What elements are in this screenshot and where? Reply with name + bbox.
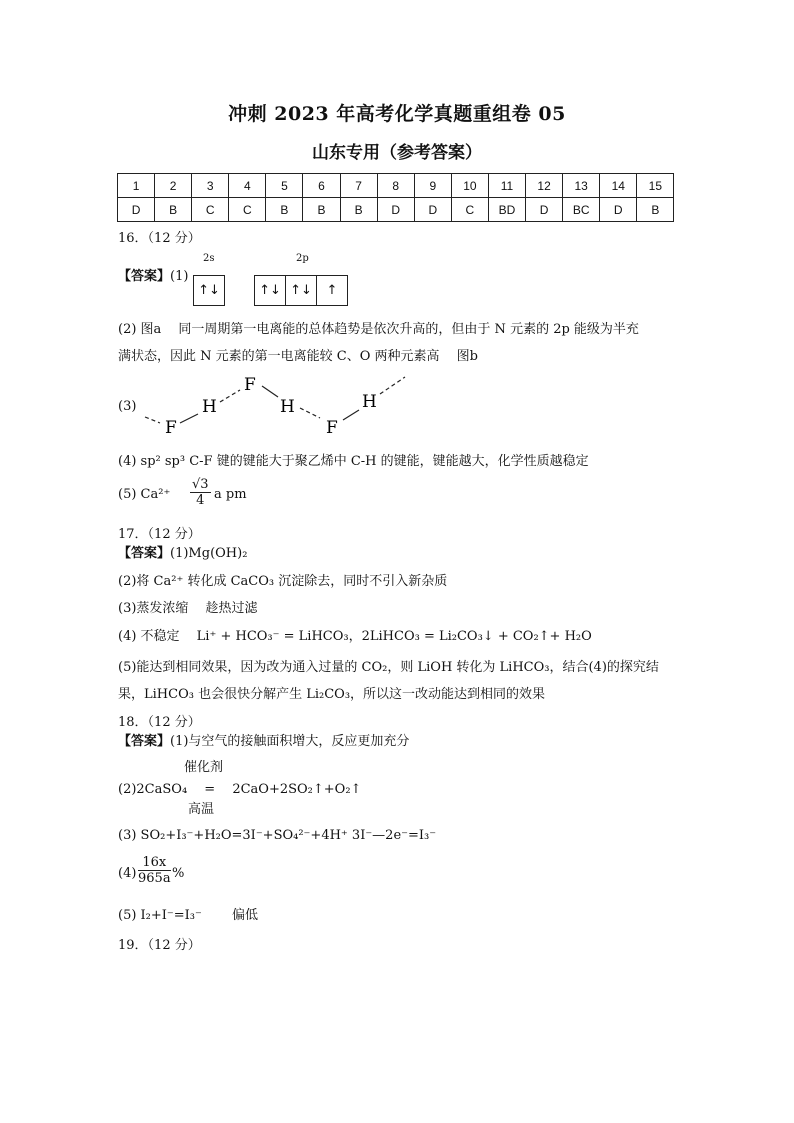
table-cell: 4 xyxy=(229,174,266,198)
q19-heading: 19．（12 分） xyxy=(118,938,201,953)
q18-part4-fraction xyxy=(138,855,171,886)
catalyst-condition: 催化剂 xyxy=(184,760,224,775)
table-cell: 1 xyxy=(118,174,155,198)
fraction-numerator: 16x xyxy=(138,855,171,871)
hydrogen-bond-line xyxy=(380,377,405,394)
table-cell: 9 xyxy=(414,174,451,198)
orbital-2p-label: 2p xyxy=(296,253,309,264)
covalent-bond-line xyxy=(262,386,278,397)
answer-row xyxy=(118,198,674,222)
table-cell: D xyxy=(600,198,637,222)
orbital-cell: ↑↓ xyxy=(198,283,220,298)
q17-heading: 17．（12 分） xyxy=(118,527,201,542)
table-cell: 15 xyxy=(637,174,674,198)
table-cell: C xyxy=(451,198,488,222)
fraction-numerator: √3 xyxy=(192,477,209,492)
hydrogen-bond-chain-diagram xyxy=(140,370,420,440)
q18-part1-line xyxy=(118,730,409,749)
q18-part5: (5) I₂+I⁻=I₃⁻ 偏低 xyxy=(118,908,259,923)
q18-part1: (1)与空气的接触面积增大，反应更加充分 xyxy=(170,734,410,749)
table-cell: B xyxy=(266,198,303,222)
atom-label: F xyxy=(244,375,256,395)
answer-label: 【答案】 xyxy=(118,269,171,284)
table-cell: 12 xyxy=(526,174,563,198)
atom-label: F xyxy=(165,418,177,438)
q17-part2: (2)将 Ca²⁺ 转化成 CaCO₃ 沉淀除去，同时不引入新杂质 xyxy=(118,574,448,589)
table-cell: 13 xyxy=(563,174,600,198)
q16-part4: (4) sp² sp³ C-F 键的键能大于聚乙烯中 C-H 的键能，键能越大，化学性质越稳定 xyxy=(118,454,589,469)
q17-part4: (4) 不稳定 Li⁺ + HCO₃⁻ = LiHCO₃，2LiHCO₃ = Li₂CO₃↓ + CO₂↑+ H₂O xyxy=(118,629,592,644)
table-cell: 2 xyxy=(155,174,192,198)
q17-part1: (1)Mg(OH)₂ xyxy=(170,546,248,561)
high-temperature-condition: 高温 xyxy=(188,802,215,817)
q18-heading: 18．（12 分） xyxy=(118,715,201,730)
table-cell: BC xyxy=(563,198,600,222)
table-cell: 14 xyxy=(600,174,637,198)
orbital-cell: ↑↓ xyxy=(286,276,317,305)
q17-part5-line2: 果，LiHCO₃ 也会很快分解产生 Li₂CO₃，所以这一改动能达到相同的效果 xyxy=(118,687,546,702)
table-cell: D xyxy=(377,198,414,222)
fraction-denominator: 4 xyxy=(196,493,205,508)
q18-part4-number: (4) xyxy=(118,866,137,881)
table-cell: C xyxy=(229,198,266,222)
atom-label: H xyxy=(280,397,295,417)
table-cell: B xyxy=(155,198,192,222)
table-cell: D xyxy=(414,198,451,222)
covalent-bond-line xyxy=(343,410,359,420)
answer-label: 【答案】 xyxy=(118,546,171,561)
orbital-2s-box xyxy=(193,275,225,306)
table-cell: BD xyxy=(488,198,525,222)
table-cell: 3 xyxy=(192,174,229,198)
q18-part3: (3) SO₂+I₃⁻+H₂O=3I⁻+SO₄²⁻+4H⁺ 3I⁻—2e⁻=I₃⁻ xyxy=(118,828,437,843)
question-number-row xyxy=(118,174,674,198)
q16-part2-line1: (2) 图a 同一周期第一电离能的总体趋势是依次升高的，但由于 N 元素的 2p 能级为半充 xyxy=(118,322,639,337)
orbital-2s-label: 2s xyxy=(203,253,215,264)
q16-part3-number: (3) xyxy=(118,399,137,414)
table-cell: B xyxy=(340,198,377,222)
table-cell: 8 xyxy=(377,174,414,198)
q17-part3: (3)蒸发浓缩 趁热过滤 xyxy=(118,601,258,616)
table-cell: 7 xyxy=(340,174,377,198)
table-cell: D xyxy=(118,198,155,222)
q16-part1-number: (1) xyxy=(170,269,189,284)
q18-part2: (2)2CaSO₄ = 2CaO+2SO₂↑+O₂↑ xyxy=(118,782,362,797)
q16-part5-number: (5) Ca²⁺ xyxy=(118,487,171,502)
q16-part2-line2: 满状态，因此 N 元素的第一电离能较 C、O 两种元素高 图b xyxy=(118,349,478,364)
orbital-cell: ↑↓ xyxy=(255,276,286,305)
hydrogen-bond-line xyxy=(300,408,320,418)
atom-label: H xyxy=(362,392,377,412)
q17-part5-line1: (5)能达到相同效果，因为改为通入过量的 CO₂，则 LiOH 转化为 LiHCO₃，结合(4)的探究结 xyxy=(118,660,659,675)
atom-label: H xyxy=(202,397,217,417)
table-cell: D xyxy=(526,198,563,222)
table-cell: 5 xyxy=(266,174,303,198)
orbital-cell: ↑ xyxy=(326,283,338,298)
fraction-denominator: 965a xyxy=(138,871,171,886)
hydrogen-bond-line xyxy=(220,390,240,402)
table-cell: 10 xyxy=(451,174,488,198)
page-title: 冲刺 2023 年高考化学真题重组卷 05 xyxy=(228,103,566,125)
orbital-2p-box xyxy=(254,275,348,306)
q17-part1-line xyxy=(118,542,247,561)
q18-part4-tail: % xyxy=(172,866,185,881)
answer-label: 【答案】 xyxy=(118,734,171,749)
table-cell: B xyxy=(303,198,340,222)
q16-heading: 16．（12 分） xyxy=(118,231,201,246)
hydrogen-bond-line xyxy=(145,417,160,423)
q16-part5-tail: a pm xyxy=(214,487,247,502)
page-subtitle: 山东专用（参考答案） xyxy=(312,143,482,163)
q16-part5-fraction xyxy=(190,477,211,508)
table-cell: 6 xyxy=(303,174,340,198)
atom-label: F xyxy=(326,418,338,438)
covalent-bond-line xyxy=(180,414,198,423)
table-cell: 11 xyxy=(488,174,525,198)
q16-answer-label-line xyxy=(118,265,188,284)
table-cell: B xyxy=(637,198,674,222)
table-cell: C xyxy=(192,198,229,222)
answer-table xyxy=(117,173,674,222)
